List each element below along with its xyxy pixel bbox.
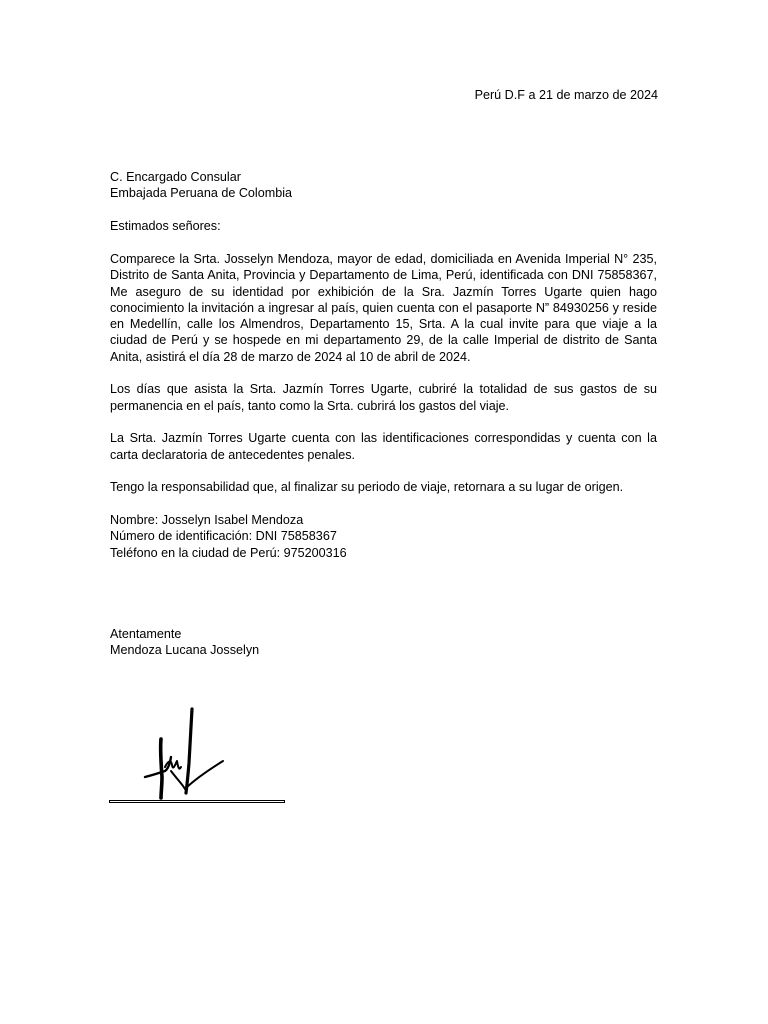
body-paragraph-documents: La Srta. Jazmín Torres Ugarte cuenta con las identificaciones correspondidas y cuenta con la carta declaratoria de antecedentes penales. <box>110 431 657 462</box>
body-paragraph-expenses: Los días que asista la Srta. Jazmín Torres Ugarte, cubriré la totalidad de sus gastos de su permanencia en el país, tanto como la Srta. cubrirá los gastos del viaje. <box>110 382 657 413</box>
contact-name: Nombre: Josselyn Isabel Mendoza <box>110 513 304 527</box>
recipient-organization: Embajada Peruana de Colombia <box>110 186 293 201</box>
letter-body <box>110 251 657 512</box>
signature-stroke-main <box>186 709 192 793</box>
signature-stroke-loop <box>161 739 162 798</box>
contact-phone: Teléfono en la ciudad de Perú: 975200316 <box>110 545 347 560</box>
body-paragraph-responsibility: Tengo la responsabilidad que, al finalizar su periodo de viaje, retornara a su lugar de origen. <box>110 480 624 495</box>
signer-name: Mendoza Lucana Josselyn <box>110 643 260 658</box>
signature-stroke-cross <box>145 757 171 777</box>
date-line: Perú D.F a 21 de marzo de 2024 <box>474 88 658 102</box>
contact-block <box>110 512 347 561</box>
salutation: Estimados señores: <box>110 219 221 233</box>
contact-id-number: Número de identificación: DNI 75858367 <box>110 529 337 544</box>
signature-line <box>109 800 285 803</box>
closing-block <box>110 626 259 659</box>
handwritten-signature <box>135 705 235 805</box>
body-paragraph-invitation: Comparece la Srta. Josselyn Mendoza, mayor de edad, domiciliada en Avenida Imperial N° 235, Distrito de Santa Anita, Provincia y Departamento de Lima, Perú, identificada con DNI 75858367, Me aseguro de su identidad por exhibición de la Sra. Jazmín Torres Ugarte quien hago conocimiento la invitación a ingresar al país, quien cuenta con el pasaporte N” 84930256 y reside en Medellín, calle los Almendros, Departamento 15, Srta. A la cual invite para que viaje a la ciudad de Perú y se hospede en mi departamento 29, de la calle Imperial de distrito de Santa Anita, asistirá el día 28 de marzo de 2024 al 10 de abril de 2024. <box>110 252 657 364</box>
valediction: Atentamente <box>110 627 182 641</box>
recipient-block <box>110 169 292 202</box>
recipient-title: C. Encargado Consular <box>110 170 241 184</box>
